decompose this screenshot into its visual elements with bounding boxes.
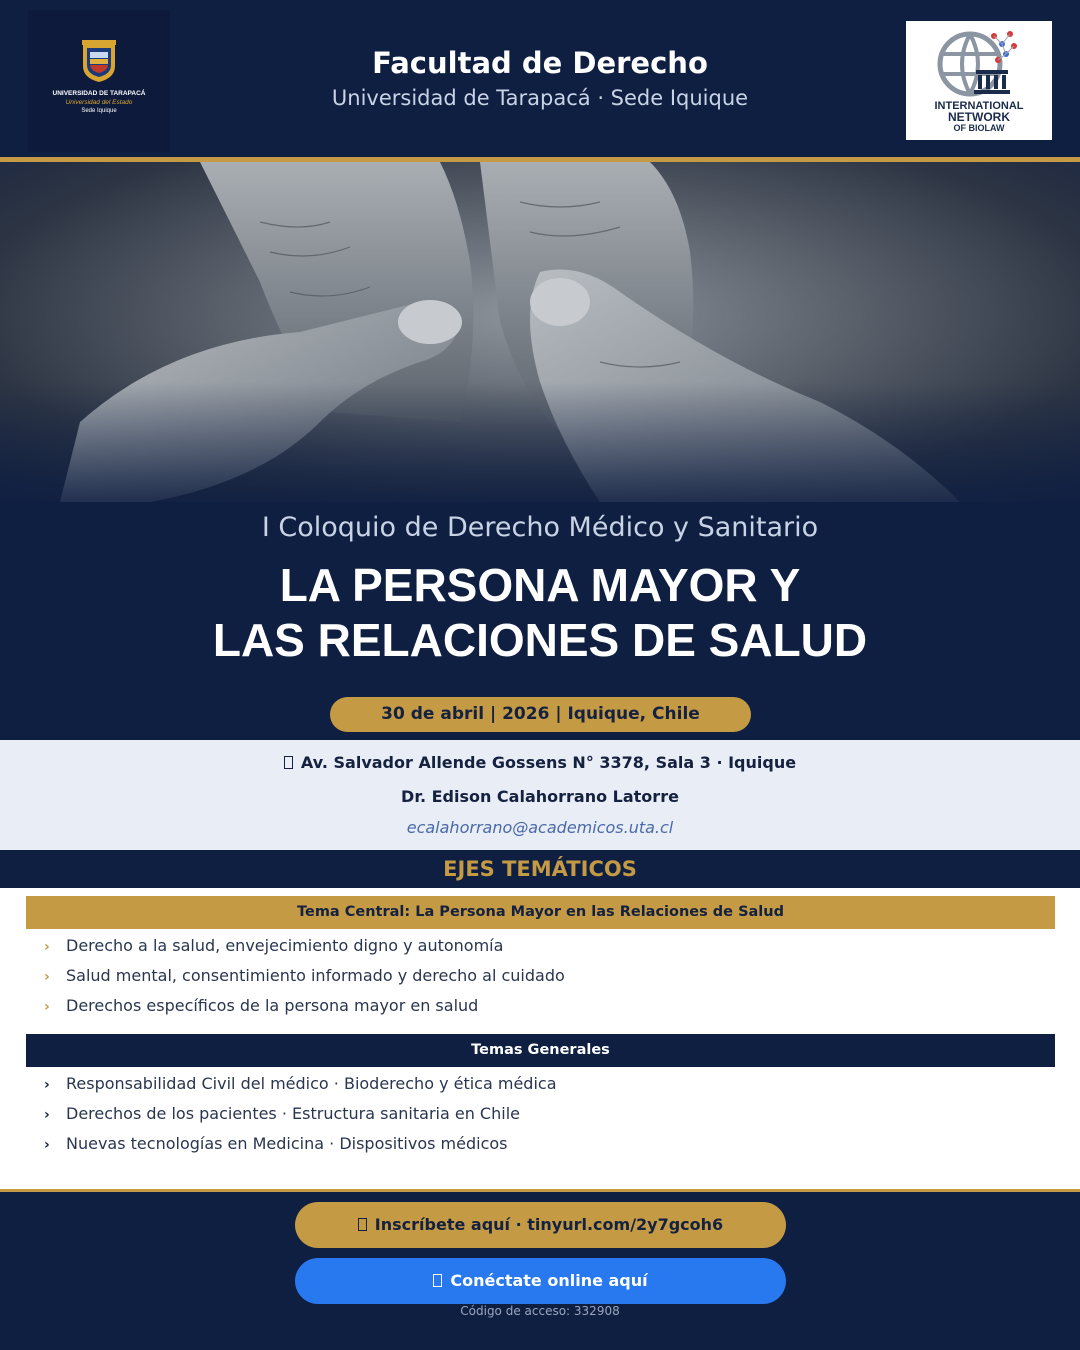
university-logo-name: UNIVERSIDAD DE TARAPACÁ (52, 90, 146, 97)
chevron-right-icon: › (44, 939, 50, 955)
list-item (44, 996, 478, 1015)
central-theme-item: Derecho a la salud, envejecimiento digno y autonomía (66, 936, 504, 955)
hero-image-hands (0, 162, 1080, 502)
organizer-email-link[interactable]: ecalahorrano@academicos.uta.cl (406, 818, 674, 837)
event-title-line2: LAS RELACIONES DE SALUD (212, 614, 868, 666)
chevron-right-icon: › (44, 1107, 50, 1123)
chevron-right-icon: › (44, 969, 50, 985)
video-icon (433, 1274, 442, 1287)
biolaw-logo-line2: NETWORK (948, 110, 1010, 124)
general-theme-item: Responsabilidad Civil del médico · Bioderecho y ética médica (66, 1074, 557, 1093)
list-item (44, 1074, 557, 1093)
list-item (44, 966, 565, 985)
header (0, 0, 1080, 158)
central-theme-item: Salud mental, consentimiento informado y derecho al cuidado (66, 966, 565, 985)
event-address (0, 753, 1080, 772)
general-themes-title: Temas Generales (26, 1034, 1055, 1067)
biolaw-logo-line3: OF BIOLAW (953, 123, 1005, 133)
hero-fade-overlay (0, 382, 1080, 502)
faculty-subtitle: Universidad de Tarapacá · Sede Iquique (331, 86, 749, 110)
chevron-right-icon: › (44, 999, 50, 1015)
chevron-right-icon: › (44, 1137, 50, 1153)
register-button-label: Inscríbete aquí · tinyurl.com/2y7gcoh6 (374, 1215, 724, 1234)
university-logo-campus: Sede Iquique (81, 108, 117, 114)
register-button[interactable] (295, 1202, 786, 1248)
join-online-button-label: Conéctate online aquí (450, 1271, 648, 1290)
access-code: Código de acceso: 332908 (460, 1304, 620, 1318)
university-logo (28, 10, 170, 152)
organizer-name: Dr. Edison Calahorrano Latorre (401, 787, 679, 806)
event-date-badge: 30 de abril | 2026 | Iquique, Chile (330, 697, 751, 732)
central-theme-title: Tema Central: La Persona Mayor en las Relaciones de Salud (26, 896, 1055, 929)
event-info-band (0, 740, 1080, 850)
footer (0, 1192, 1080, 1350)
event-title-line1: LA PERSONA MAYOR Y (279, 559, 801, 611)
location-pin-icon (284, 756, 293, 769)
list-item (44, 936, 503, 955)
chevron-right-icon: › (44, 1077, 50, 1093)
event-series-title: I Coloquio de Derecho Médico y Sanitario (261, 512, 819, 543)
general-theme-item: Derechos de los pacientes · Estructura sanitaria en Chile (66, 1104, 520, 1123)
university-logo-tagline: Universidad del Estado (65, 99, 133, 106)
general-theme-item: Nuevas tecnologías en Medicina · Dispositivos médicos (66, 1134, 508, 1153)
join-online-button[interactable] (295, 1258, 786, 1304)
form-icon (358, 1218, 367, 1231)
faculty-title: Facultad de Derecho (372, 46, 708, 80)
central-theme-item: Derechos específicos de la persona mayor en salud (66, 996, 479, 1015)
themes-heading: EJES TEMÁTICOS (0, 850, 1080, 888)
list-item (44, 1104, 520, 1123)
biolaw-network-logo (906, 21, 1052, 140)
event-address-text: Av. Salvador Allende Gossens N° 3378, Sala 3 · Iquique (300, 753, 797, 772)
themes-section (0, 888, 1080, 1190)
biolaw-logo-line1: INTERNATIONAL (934, 100, 1024, 112)
list-item (44, 1134, 508, 1153)
globe-icon (936, 26, 1022, 98)
